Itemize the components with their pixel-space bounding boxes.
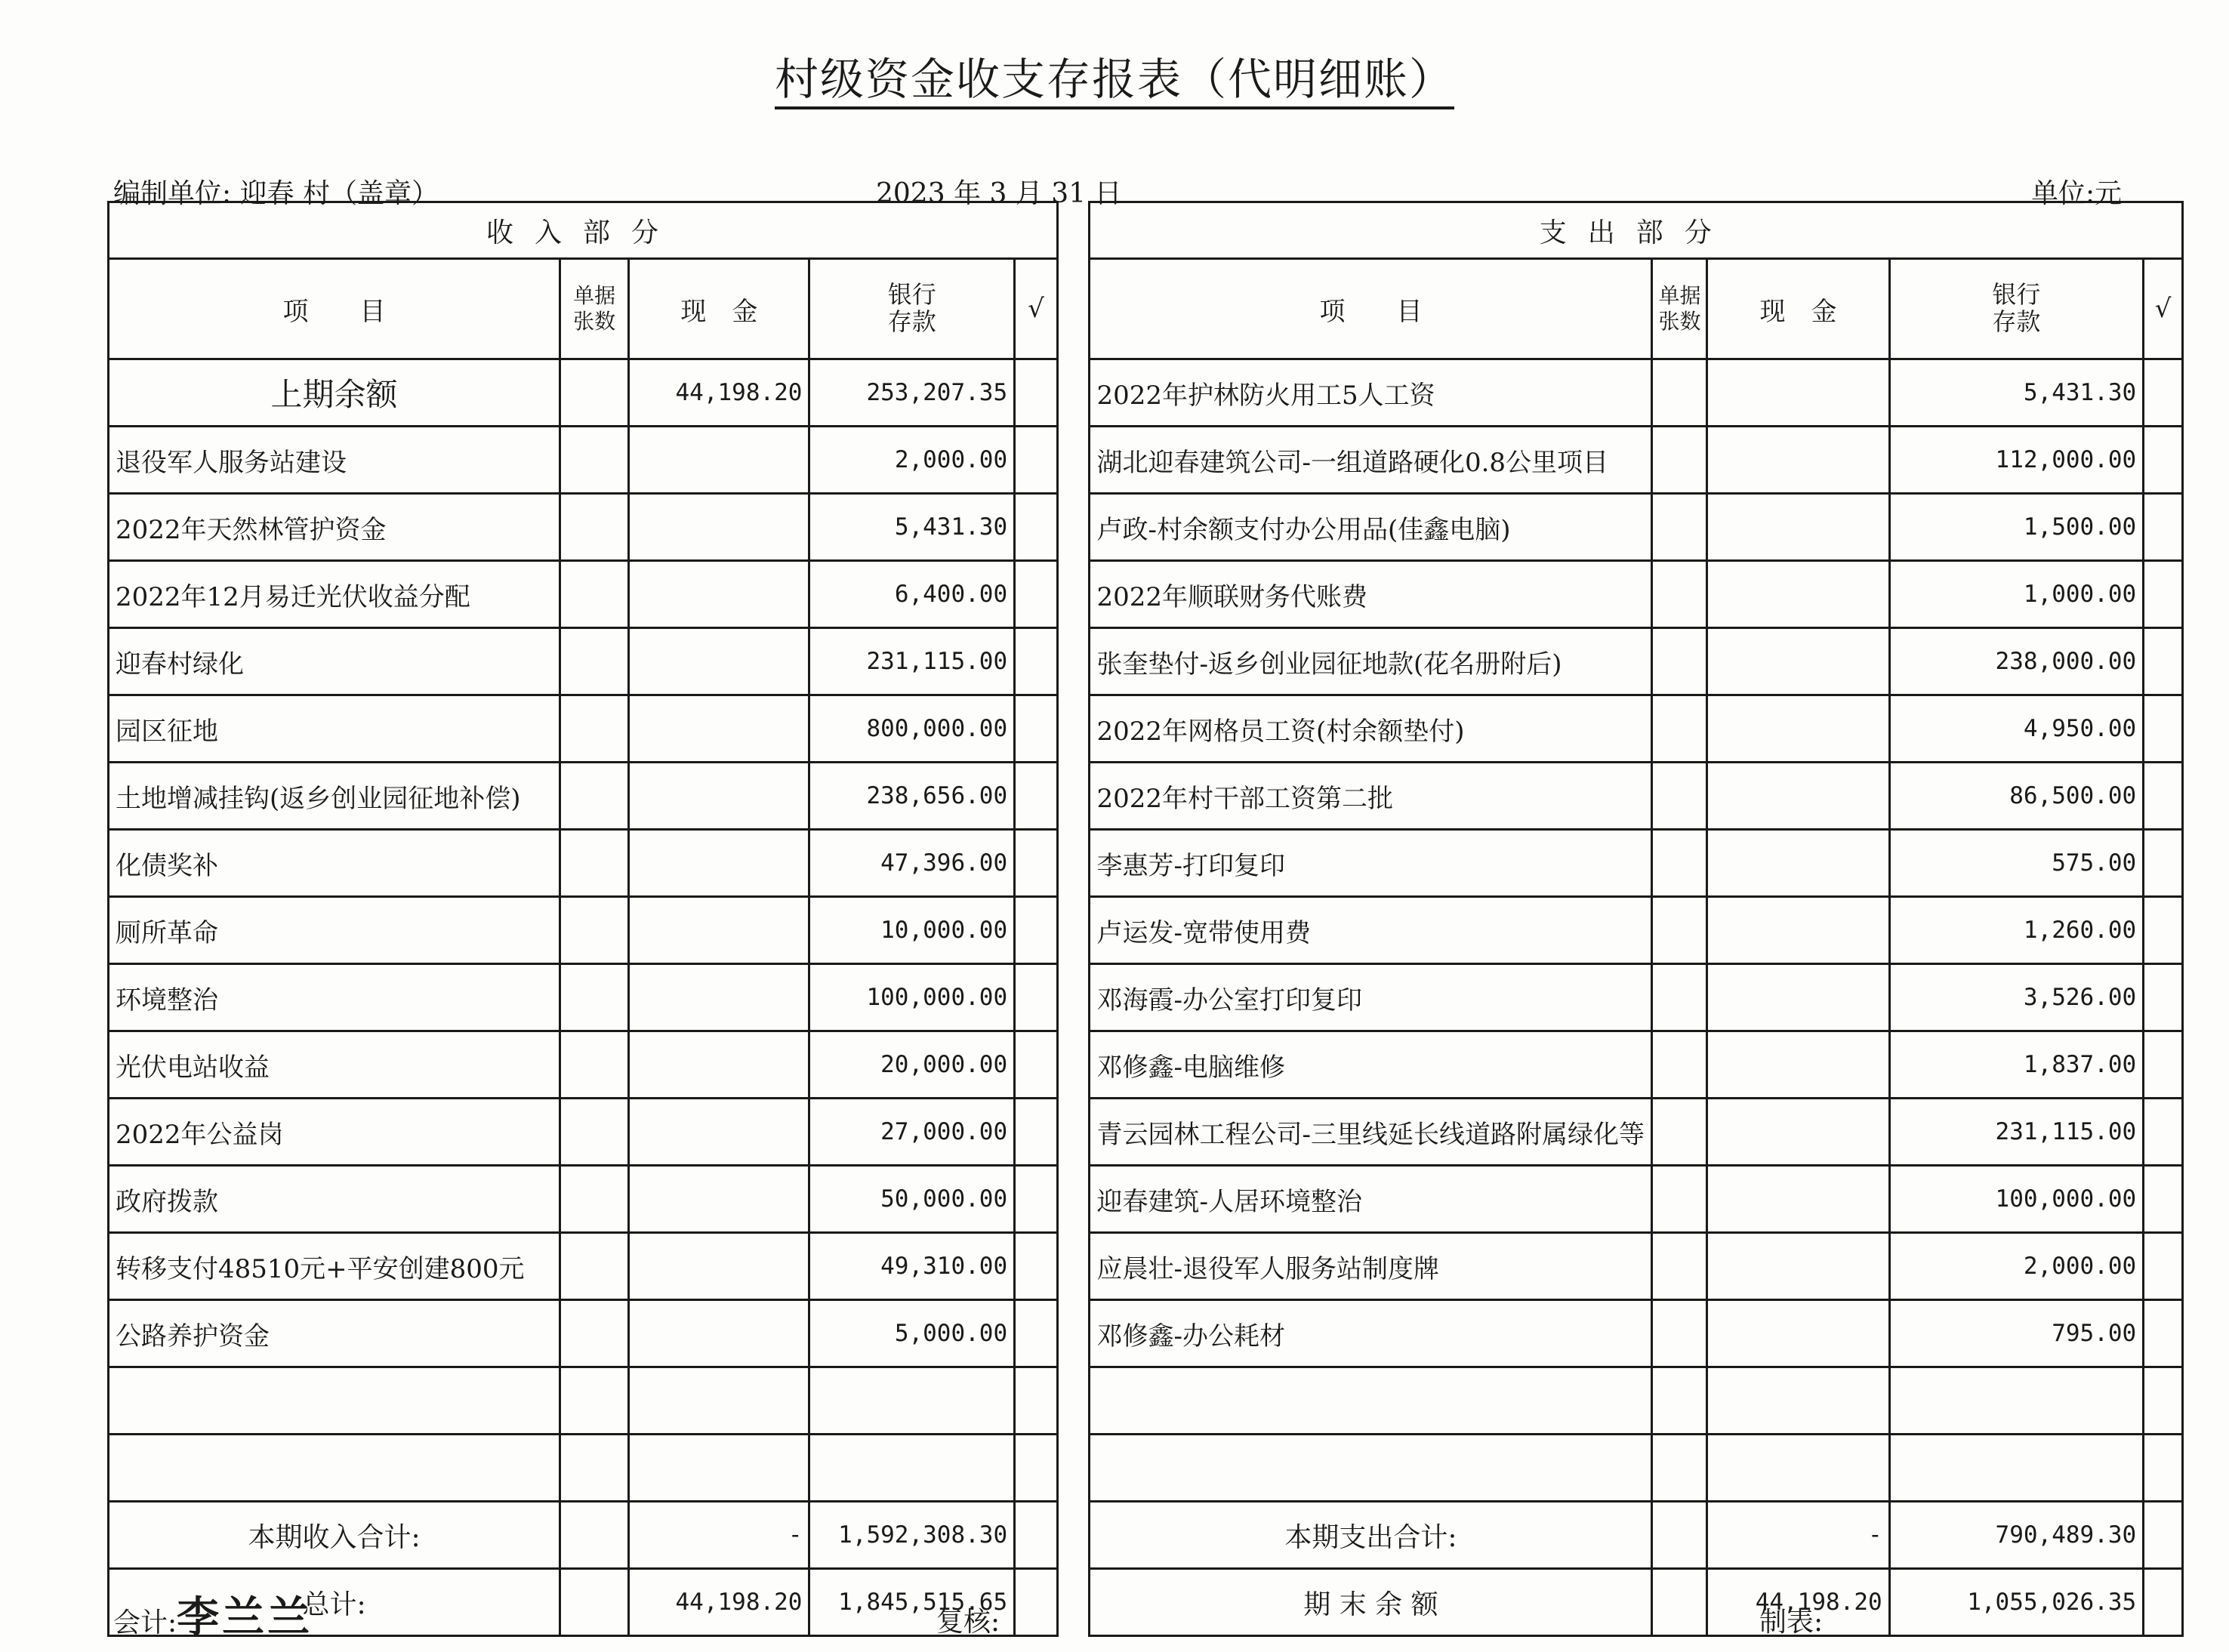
expense-voucher — [1652, 830, 1707, 897]
expense-voucher — [1652, 897, 1707, 964]
income-bank: 800,000.00 — [809, 695, 1015, 763]
income-cash — [629, 1099, 809, 1166]
expense-section-header: 支出部分 — [1090, 202, 2183, 259]
expense-cash — [1707, 1435, 1889, 1502]
expense-cash — [1707, 561, 1889, 628]
expense-bank: 1,500.00 — [1889, 494, 2144, 561]
income-check — [1015, 494, 1058, 561]
expense-check — [2144, 628, 2183, 695]
expense-total-bank: 790,489.30 — [1889, 1502, 2144, 1569]
income-cash — [629, 1435, 809, 1502]
table-row — [109, 1166, 2183, 1233]
income-voucher — [560, 964, 629, 1031]
income-voucher — [560, 897, 629, 964]
expense-item: 张奎垫付-返乡创业园征地款(花名册附后) — [1090, 628, 1652, 695]
expense-check — [2144, 1435, 2183, 1502]
expense-bank: 86,500.00 — [1889, 763, 2144, 830]
income-item: 公路养护资金 — [109, 1300, 560, 1367]
income-cash — [629, 1300, 809, 1367]
expense-voucher — [1652, 1166, 1707, 1233]
income-cash — [629, 1367, 809, 1435]
income-check — [1015, 427, 1058, 494]
expense-cash — [1707, 897, 1889, 964]
income-check — [1015, 763, 1058, 830]
grand-total-bank: 1,845,515.65 — [809, 1569, 1015, 1636]
income-item: 迎春村绿化 — [109, 628, 560, 695]
expense-item: 2022年村干部工资第二批 — [1090, 763, 1652, 830]
expense-bank: 112,000.00 — [1889, 427, 2144, 494]
expense-check — [2144, 830, 2183, 897]
expense-bank: 4,950.00 — [1889, 695, 2144, 763]
income-voucher — [560, 494, 629, 561]
income-item: 2022年12月易迁光伏收益分配 — [109, 561, 560, 628]
expense-cash — [1707, 628, 1889, 695]
expense-bank: 1,837.00 — [1889, 1031, 2144, 1099]
expense-item: 迎春建筑-人居环境整治 — [1090, 1166, 1652, 1233]
expense-check — [2144, 494, 2183, 561]
expense-bank — [1889, 1367, 2144, 1435]
expense-voucher — [1652, 427, 1707, 494]
expense-bank: 238,000.00 — [1889, 628, 2144, 695]
income-cash — [629, 897, 809, 964]
income-item: 上期余额 — [109, 359, 560, 427]
income-voucher — [560, 1435, 629, 1502]
expense-voucher — [1652, 1367, 1707, 1435]
income-total-bank: 1,592,308.30 — [809, 1502, 1015, 1569]
table-row — [109, 1233, 2183, 1300]
expense-item: 邓修鑫-电脑维修 — [1090, 1031, 1652, 1099]
expense-cash — [1707, 359, 1889, 427]
report-date: 2023 年 3 月 31 日 — [876, 178, 1122, 209]
income-item: 化债奖补 — [109, 830, 560, 897]
expense-voucher — [1652, 494, 1707, 561]
income-bank: 49,310.00 — [809, 1233, 1015, 1300]
expense-cash — [1707, 1300, 1889, 1367]
expense-item: 应晨壮-退役军人服务站制度牌 — [1090, 1233, 1652, 1300]
col-voucher: 单据 张数 — [1652, 259, 1707, 359]
expense-cash — [1707, 1099, 1889, 1166]
income-bank: 5,431.30 — [809, 494, 1015, 561]
income-bank: 253,207.35 — [809, 359, 1015, 427]
expense-voucher — [1652, 1031, 1707, 1099]
table-row — [109, 1367, 2183, 1435]
expense-item: 李惠芳-打印复印 — [1090, 830, 1652, 897]
review-label: 复核: — [936, 1607, 1000, 1638]
income-bank: 27,000.00 — [809, 1099, 1015, 1166]
expense-cash — [1707, 427, 1889, 494]
expense-item — [1090, 1367, 1652, 1435]
expense-item: 湖北迎春建筑公司-一组道路硬化0.8公里项目 — [1090, 427, 1652, 494]
income-check — [1015, 1031, 1058, 1099]
table-row — [109, 964, 2183, 1031]
income-check — [1015, 830, 1058, 897]
income-voucher — [560, 1233, 629, 1300]
income-cash — [629, 1166, 809, 1233]
expense-bank: 1,000.00 — [1889, 561, 2144, 628]
income-item — [109, 1367, 560, 1435]
col-bank: 银行 存款 — [809, 259, 1015, 359]
income-item: 退役军人服务站建设 — [109, 427, 560, 494]
income-bank: 2,000.00 — [809, 427, 1015, 494]
table-row — [109, 1031, 2183, 1099]
expense-cash — [1707, 1166, 1889, 1233]
table-row — [109, 1300, 2183, 1367]
income-voucher — [560, 695, 629, 763]
accountant-signature: 李兰兰 — [177, 1593, 313, 1642]
report-title: 村级资金收支存报表（代明细账） — [0, 44, 2229, 107]
table-row — [109, 830, 2183, 897]
income-voucher — [560, 628, 629, 695]
expense-item: 邓修鑫-办公耗材 — [1090, 1300, 1652, 1367]
income-total-cash: - — [629, 1502, 809, 1569]
expense-check — [2144, 1367, 2183, 1435]
expense-bank: 795.00 — [1889, 1300, 2144, 1367]
expense-voucher — [1652, 1435, 1707, 1502]
income-voucher — [560, 830, 629, 897]
expense-check — [2144, 897, 2183, 964]
expense-check — [2144, 1233, 2183, 1300]
expense-cash — [1707, 964, 1889, 1031]
income-check — [1015, 1099, 1058, 1166]
income-item: 光伏电站收益 — [109, 1031, 560, 1099]
income-voucher — [560, 427, 629, 494]
expense-cash — [1707, 830, 1889, 897]
expense-bank: 100,000.00 — [1889, 1166, 2144, 1233]
expense-check — [2144, 1300, 2183, 1367]
expense-voucher — [1652, 628, 1707, 695]
table-row — [109, 561, 2183, 628]
income-item: 环境整治 — [109, 964, 560, 1031]
closing-balance-bank: 1,055,026.35 — [1889, 1569, 2144, 1636]
expense-item: 青云园林工程公司-三里线延长线道路附属绿化等 — [1090, 1099, 1652, 1166]
expense-check — [2144, 1031, 2183, 1099]
income-cash — [629, 427, 809, 494]
income-cash — [629, 628, 809, 695]
table-row — [109, 695, 2183, 763]
income-section-header: 收入部分 — [109, 202, 1058, 259]
income-item: 厕所革命 — [109, 897, 560, 964]
expense-bank: 2,000.00 — [1889, 1233, 2144, 1300]
income-check — [1015, 1435, 1058, 1502]
table-row — [109, 1099, 2183, 1166]
expense-cash — [1707, 1367, 1889, 1435]
expense-voucher — [1652, 763, 1707, 830]
income-item: 政府拨款 — [109, 1166, 560, 1233]
income-voucher — [560, 359, 629, 427]
expense-cash — [1707, 763, 1889, 830]
expense-voucher — [1652, 1233, 1707, 1300]
expense-item: 2022年护林防火用工5人工资 — [1090, 359, 1652, 427]
expense-item: 2022年顺联财务代账费 — [1090, 561, 1652, 628]
expense-check — [2144, 964, 2183, 1031]
compiling-unit: 编制单位: 迎春 村（盖章） — [113, 178, 439, 209]
income-voucher — [560, 1099, 629, 1166]
income-bank: 100,000.00 — [809, 964, 1015, 1031]
expense-check — [2144, 763, 2183, 830]
col-item: 项 目 — [1090, 259, 1652, 359]
income-bank: 50,000.00 — [809, 1166, 1015, 1233]
table-row — [109, 897, 2183, 964]
income-cash — [629, 763, 809, 830]
expense-check — [2144, 427, 2183, 494]
income-check — [1015, 561, 1058, 628]
income-cash — [629, 830, 809, 897]
income-check — [1015, 897, 1058, 964]
income-item: 园区征地 — [109, 695, 560, 763]
income-voucher — [560, 1300, 629, 1367]
col-bank: 银行 存款 — [1889, 259, 2144, 359]
income-cash — [629, 1031, 809, 1099]
table-row — [109, 763, 2183, 830]
income-item: 2022年公益岗 — [109, 1099, 560, 1166]
expense-bank: 5,431.30 — [1889, 359, 2144, 427]
income-check — [1015, 1367, 1058, 1435]
col-check: √ — [2144, 259, 2183, 359]
col-item: 项 目 — [109, 259, 560, 359]
expense-check — [2144, 561, 2183, 628]
income-check — [1015, 628, 1058, 695]
income-item: 转移支付48510元+平安创建800元 — [109, 1233, 560, 1300]
income-cash — [629, 964, 809, 1031]
income-check — [1015, 359, 1058, 427]
income-item: 土地增减挂钩(返乡创业园征地补偿) — [109, 763, 560, 830]
income-bank: 47,396.00 — [809, 830, 1015, 897]
currency-unit: 单位:元 — [2031, 178, 2123, 209]
income-item: 2022年天然林管护资金 — [109, 494, 560, 561]
expense-bank: 575.00 — [1889, 830, 2144, 897]
grand-total-label: 总计: — [109, 1569, 560, 1636]
table-row — [109, 427, 2183, 494]
expense-voucher — [1652, 964, 1707, 1031]
income-check — [1015, 1233, 1058, 1300]
expense-bank: 231,115.00 — [1889, 1099, 2144, 1166]
income-check — [1015, 964, 1058, 1031]
income-voucher — [560, 1031, 629, 1099]
income-item — [109, 1435, 560, 1502]
income-check — [1015, 1300, 1058, 1367]
expense-item: 邓海霞-办公室打印复印 — [1090, 964, 1652, 1031]
expense-check — [2144, 1166, 2183, 1233]
table-row — [109, 359, 2183, 427]
expense-voucher — [1652, 1099, 1707, 1166]
income-cash — [629, 494, 809, 561]
income-bank: 238,656.00 — [809, 763, 1015, 830]
income-check — [1015, 1166, 1058, 1233]
expense-voucher — [1652, 561, 1707, 628]
col-check: √ — [1015, 259, 1058, 359]
income-voucher — [560, 1367, 629, 1435]
col-voucher: 单据 张数 — [560, 259, 629, 359]
income-bank: 5,000.00 — [809, 1300, 1015, 1367]
income-cash — [629, 1233, 809, 1300]
expense-item: 卢运发-宽带使用费 — [1090, 897, 1652, 964]
expense-check — [2144, 695, 2183, 763]
expense-bank — [1889, 1435, 2144, 1502]
income-cash: 44,198.20 — [629, 359, 809, 427]
income-bank: 6,400.00 — [809, 561, 1015, 628]
closing-balance-cash: 44,198.20 — [1707, 1569, 1889, 1636]
income-check — [1015, 695, 1058, 763]
expense-item: 卢政-村余额支付办公用品(佳鑫电脑) — [1090, 494, 1652, 561]
expense-voucher — [1652, 1300, 1707, 1367]
expense-cash — [1707, 695, 1889, 763]
accountant-signoff: 会计:李兰兰 — [113, 1593, 313, 1642]
income-bank — [809, 1435, 1015, 1502]
expense-voucher — [1652, 695, 1707, 763]
income-bank: 20,000.00 — [809, 1031, 1015, 1099]
income-total-label: 本期收入合计: — [109, 1502, 560, 1569]
income-cash — [629, 561, 809, 628]
income-bank: 231,115.00 — [809, 628, 1015, 695]
expense-bank: 3,526.00 — [1889, 964, 2144, 1031]
expense-bank: 1,260.00 — [1889, 897, 2144, 964]
income-bank: 10,000.00 — [809, 897, 1015, 964]
col-cash: 现 金 — [1707, 259, 1889, 359]
expense-item: 2022年网格员工资(村余额垫付) — [1090, 695, 1652, 763]
income-voucher — [560, 1166, 629, 1233]
expense-total-label: 本期支出合计: — [1090, 1502, 1652, 1569]
income-bank — [809, 1367, 1015, 1435]
income-voucher — [560, 763, 629, 830]
income-cash — [629, 695, 809, 763]
col-cash: 现 金 — [629, 259, 809, 359]
prepared-by-label: 制表: — [1759, 1607, 1824, 1638]
expense-check — [2144, 359, 2183, 427]
table-row — [109, 628, 2183, 695]
expense-check — [2144, 1099, 2183, 1166]
income-voucher — [560, 561, 629, 628]
expense-cash — [1707, 1233, 1889, 1300]
expense-cash — [1707, 494, 1889, 561]
table-row — [109, 494, 2183, 561]
expense-voucher — [1652, 359, 1707, 427]
expense-total-cash: - — [1707, 1502, 1889, 1569]
table-row — [109, 1435, 2183, 1502]
expense-cash — [1707, 1031, 1889, 1099]
expense-item — [1090, 1435, 1652, 1502]
closing-balance-label: 期 末 余 额 — [1090, 1569, 1652, 1636]
grand-total-cash: 44,198.20 — [629, 1569, 809, 1636]
